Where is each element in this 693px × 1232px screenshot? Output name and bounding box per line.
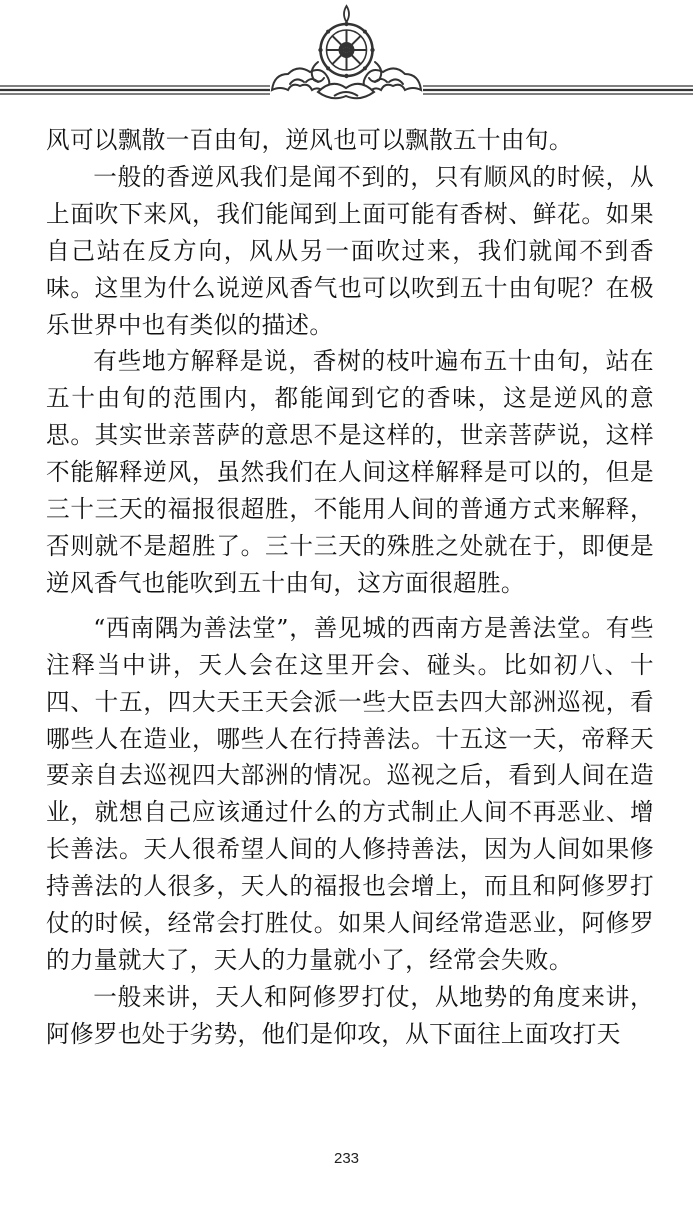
header-ornament-graphic	[0, 0, 693, 118]
page-body-text	[46, 122, 654, 1053]
paragraph-5: 一般来讲，天人和阿修罗打仗，从地势的角度来讲，阿修罗也处于劣势，他们是仰攻，从下面往上面攻打天	[46, 982, 654, 1048]
paragraph-2: 一般的香逆风我们是闻不到的，只有顺风的时候，从上面吹下来风，我们能闻到上面可能有香树、鲜花。如果自己站在反方向，风从另一面吹过来，我们就闻不到香味。这里为什么说逆风香气也可以吹到五十由旬呢？在极乐世界中也有类似的描述。	[46, 162, 654, 339]
paragraph-1: 风可以飘散一百由旬，逆风也可以飘散五十由旬。	[46, 126, 573, 154]
paragraph-4: “西南隅为善法堂”，善见城的西南方是善法堂。有些注释当中讲，天人会在这里开会、碰头。比如初八、十四、十五，四大天王天会派一些大臣去四大部洲巡视，看哪些人在造业，哪些人在行持善法。十五这一天，帝释天要亲自去巡视四大部洲的情况。巡视之后，看到人间在造业，就想自己应该通过什么的方式制止人间不再恶业、增长善法。天人很希望人间的人修持善法，因为人间如果修持善法的人很多，天人的福报也会增上，而且和阿修罗打仗的时候，经常会打胜仗。如果人间经常造恶业，阿修罗的力量就大了，天人的力量就小了，经常会失败。	[46, 613, 654, 974]
page-number: 233	[333, 1150, 360, 1167]
paragraph-3: 有些地方解释是说，香树的枝叶遍布五十由旬，站在五十由旬的范围内，都能闻到它的香味，这是逆风的意思。其实世亲菩萨的意思不是这样的，世亲菩萨说，这样不能解释逆风，虽然我们在人间这样解释是可以的，但是三十三天的福报很超胜，不能用人间的普通方式来解释，否则就不是超胜了。三十三天的殊胜之处就在于，即便是逆风香气也能吹到五十由旬，这方面很超胜。	[46, 347, 654, 597]
dharma-wheel-icon	[318, 6, 374, 78]
page-header-ornament	[0, 0, 693, 118]
